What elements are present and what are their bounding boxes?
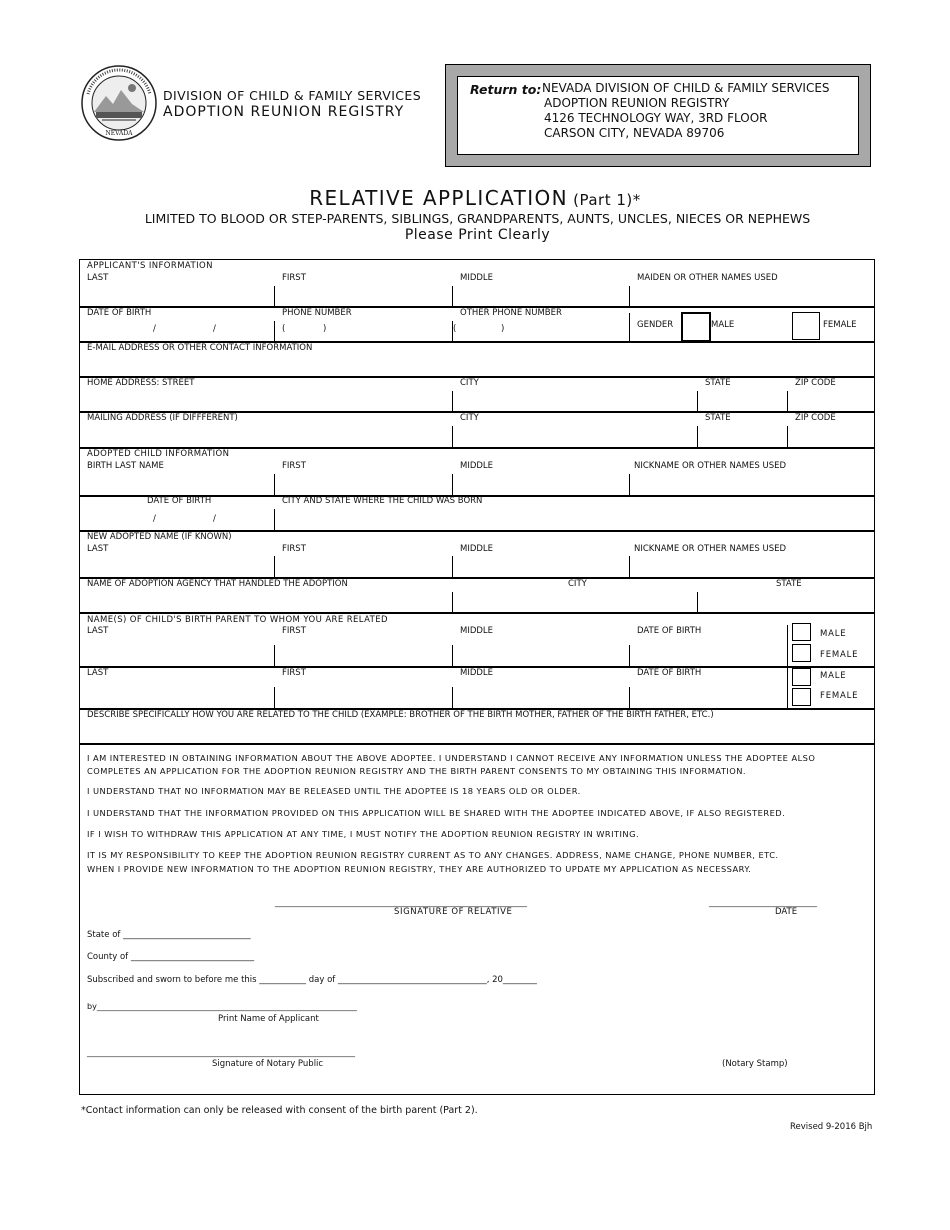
home-address-label: HOME ADDRESS: STREET — [87, 378, 195, 388]
home-state-label: STATE — [705, 378, 731, 388]
relative-signature-line[interactable]: _______________________________________________________________ — [275, 898, 527, 907]
new-nickname-field[interactable] — [631, 556, 872, 576]
return-to-line4: CARSON CITY, NEVADA 89706 — [544, 126, 725, 140]
agency-name-field[interactable] — [80, 591, 451, 611]
bp2-middle-field[interactable] — [454, 687, 628, 707]
home-state-field[interactable] — [699, 390, 786, 410]
notary-signature-label: Signature of Notary Public — [212, 1059, 324, 1069]
svg-text:NEVADA: NEVADA — [105, 130, 133, 137]
col-divider — [452, 426, 453, 447]
agency-state-label: STATE — [776, 579, 802, 589]
statement-1a: I AM INTERESTED IN OBTAINING INFORMATION ABOUT THE ABOVE ADOPTEE. I UNDERSTAND I CANNOT RECEIVE ANY INFORMATION UNLESS THE ADOPTEE ALSO — [87, 753, 816, 763]
return-to-line1: NEVADA DIVISION OF CHILD & FAMILY SERVICES — [542, 81, 830, 95]
return-to-label: Return to: — [470, 82, 542, 97]
home-zip-label: ZIP CODE — [795, 378, 836, 388]
date-label: DATE — [775, 907, 798, 917]
applicant-phone-field[interactable] — [276, 320, 451, 340]
statement-5a: IT IS MY RESPONSIBILITY TO KEEP THE ADOPTION REUNION REGISTRY CURRENT AS TO ANY CHANGES. ADDRESS, NAME CHANGE, PHONE NUMBER, ETC. — [87, 850, 779, 860]
child-nickname-label: NICKNAME OR OTHER NAMES USED — [634, 461, 787, 471]
col-divider — [452, 645, 453, 666]
notary-stamp-label: (Notary Stamp) — [722, 1059, 788, 1069]
bp2-middle-label: MIDDLE — [460, 668, 494, 678]
applicant-maiden-label: MAIDEN OR OTHER NAMES USED — [637, 273, 778, 283]
child-middle-field[interactable] — [454, 474, 628, 494]
new-first-field[interactable] — [276, 556, 451, 576]
col-divider — [629, 687, 630, 708]
return-to-line3: 4126 TECHNOLOGY WAY, 3RD FLOOR — [544, 111, 768, 125]
return-to-line2: ADOPTION REUNION REGISTRY — [544, 96, 730, 110]
applicant-maiden-field[interactable] — [631, 287, 872, 305]
bp2-first-field[interactable] — [276, 687, 451, 707]
gender-female-label: FEMALE — [823, 320, 857, 330]
by-name-field[interactable]: by_________________________________________________________________ — [87, 1002, 357, 1011]
registry-name: ADOPTION REUNION REGISTRY — [163, 104, 405, 120]
page-title — [0, 186, 950, 210]
return-to-box — [445, 64, 871, 167]
statement-1b: COMPLETES AN APPLICATION FOR THE ADOPTION REUNION REGISTRY AND THE BIRTH PARENT CONSENTS TO MY OBTAINING THIS INFORMATION. — [87, 766, 746, 776]
child-dob-label: DATE OF BIRTH — [147, 496, 212, 506]
gender-male-checkbox[interactable] — [681, 312, 711, 342]
applicant-last-field[interactable] — [80, 287, 273, 305]
row-sep — [79, 612, 875, 614]
new-name-heading: NEW ADOPTED NAME (IF KNOWN) — [87, 532, 232, 542]
bp2-last-label: LAST — [87, 668, 109, 678]
email-field[interactable] — [80, 355, 872, 375]
bp1-dob-label: DATE OF BIRTH — [637, 626, 702, 636]
col-divider — [787, 667, 788, 708]
gender-label: GENDER — [637, 320, 674, 330]
statement-2: I UNDERSTAND THAT NO INFORMATION MAY BE RELEASED UNTIL THE ADOPTEE IS 18 YEARS OLD OR OLDER. — [87, 786, 581, 796]
child-dob-slash: / — [153, 514, 156, 524]
col-divider — [629, 286, 630, 306]
col-divider — [274, 321, 275, 341]
statement-3: I UNDERSTAND THAT THE INFORMATION PROVIDED ON THIS APPLICATION WILL BE SHARED WITH THE ADOPTEE INDICATED ABOVE, IF ALSO REGISTERED. — [87, 808, 786, 818]
mailing-zip-label: ZIP CODE — [795, 413, 836, 423]
applicant-middle-label: MIDDLE — [460, 273, 494, 283]
revision-note: Revised 9-2016 Bjh — [790, 1122, 873, 1132]
new-last-field[interactable] — [80, 556, 273, 576]
col-divider — [787, 625, 788, 666]
new-last-label: LAST — [87, 544, 109, 554]
bp2-first-label: FIRST — [282, 668, 306, 678]
title-main: RELATIVE APPLICATION — [309, 186, 569, 210]
mailing-city-label: CITY — [460, 413, 479, 423]
subscribed-sworn-field[interactable]: Subscribed and sworn to before me this ___________ day of ___________________________________, 20________ — [87, 975, 537, 985]
applicant-dob-label: DATE OF BIRTH — [87, 308, 152, 318]
col-divider — [787, 426, 788, 447]
return-to-inner — [457, 76, 859, 155]
mailing-state-label: STATE — [705, 413, 731, 423]
title-print-clearly: Please Print Clearly — [404, 227, 551, 243]
home-street-field[interactable] — [80, 390, 451, 410]
bp2-female-label: FEMALE — [820, 691, 859, 701]
col-divider — [629, 474, 630, 495]
seal-graphic — [80, 64, 158, 142]
agency-city-label: CITY — [568, 579, 587, 589]
col-divider — [629, 556, 630, 577]
child-heading: ADOPTED CHILD INFORMATION — [87, 449, 230, 459]
home-city-field[interactable] — [454, 390, 696, 410]
statement-4: IF I WISH TO WITHDRAW THIS APPLICATION AT ANY TIME, I MUST NOTIFY THE ADOPTION REUNION REGISTRY IN WRITING. — [87, 829, 640, 839]
relation-label: DESCRIBE SPECIFICALLY HOW YOU ARE RELATED TO THE CHILD (EXAMPLE: BROTHER OF THE BIRTH MOTHER, FATHER OF THE BIRTH FATHER, ETC.) — [87, 710, 714, 720]
new-first-label: FIRST — [282, 544, 306, 554]
col-divider — [697, 592, 698, 612]
child-dob-field[interactable] — [80, 509, 273, 529]
home-zip-field[interactable] — [789, 390, 872, 410]
bp1-middle-label: MIDDLE — [460, 626, 494, 636]
bp2-dob-field[interactable] — [631, 687, 786, 707]
child-born-field[interactable] — [276, 509, 872, 529]
col-divider — [274, 509, 275, 530]
bp1-last-label: LAST — [87, 626, 109, 636]
child-born-label: CITY AND STATE WHERE THE CHILD WAS BORN — [282, 496, 483, 506]
col-divider — [274, 286, 275, 306]
col-divider — [629, 313, 630, 341]
bp2-male-checkbox[interactable] — [792, 668, 811, 686]
date-line[interactable]: ___________________________ — [709, 898, 817, 907]
new-nickname-label: NICKNAME OR OTHER NAMES USED — [634, 544, 787, 554]
applicant-other-phone-label: OTHER PHONE NUMBER — [460, 308, 562, 318]
bp1-first-label: FIRST — [282, 626, 306, 636]
footer-note: *Contact information can only be released with consent of the birth parent (Part 2). — [81, 1105, 478, 1116]
bp1-first-field[interactable] — [276, 645, 451, 665]
bp2-female-checkbox[interactable] — [792, 688, 811, 706]
col-divider — [452, 687, 453, 708]
child-nickname-field[interactable] — [631, 474, 872, 494]
child-birth-last-label: BIRTH LAST NAME — [87, 461, 164, 471]
agency-state-field[interactable] — [699, 591, 872, 611]
applicant-middle-field[interactable] — [454, 287, 628, 305]
mailing-street-field[interactable] — [80, 425, 451, 446]
applicant-phone-label: PHONE NUMBER — [282, 308, 352, 318]
email-label: E-MAIL ADDRESS OR OTHER CONTACT INFORMATION — [87, 343, 313, 353]
child-middle-label: MIDDLE — [460, 461, 494, 471]
bp1-last-field[interactable] — [80, 645, 273, 665]
row-sep — [79, 743, 875, 745]
agency-label: NAME OF ADOPTION AGENCY THAT HANDLED THE ADOPTION — [87, 579, 348, 589]
phone-paren-close: ) — [323, 324, 327, 334]
bp1-middle-field[interactable] — [454, 645, 628, 665]
other-phone-paren-open: ( — [453, 324, 457, 334]
print-name-label: Print Name of Applicant — [218, 1014, 319, 1024]
division-name: DIVISION OF CHILD & FAMILY SERVICES — [163, 88, 422, 103]
col-divider — [274, 474, 275, 495]
bp1-female-checkbox[interactable] — [792, 644, 811, 662]
col-divider — [629, 645, 630, 666]
mailing-state-field[interactable] — [699, 425, 786, 446]
mailing-zip-field[interactable] — [789, 425, 872, 446]
col-divider — [274, 645, 275, 666]
child-first-field[interactable] — [276, 474, 451, 494]
col-divider — [452, 474, 453, 495]
mailing-city-field[interactable] — [454, 425, 696, 446]
applicant-other-phone-field[interactable] — [454, 320, 628, 340]
bp2-dob-label: DATE OF BIRTH — [637, 668, 702, 678]
bp1-female-label: FEMALE — [820, 650, 859, 660]
child-dob-slash: / — [213, 514, 216, 524]
col-divider — [697, 426, 698, 447]
applicant-last-label: LAST — [87, 273, 109, 283]
title-limited: LIMITED TO BLOOD OR STEP-PARENTS, SIBLINGS, GRANDPARENTS, AUNTS, UNCLES, NIECES OR NEPHEWS — [144, 211, 811, 226]
dob-slash: / — [213, 324, 216, 334]
col-divider — [452, 391, 453, 411]
child-birth-last-field[interactable] — [80, 474, 273, 494]
child-first-label: FIRST — [282, 461, 306, 471]
statement-5b: WHEN I PROVIDE NEW INFORMATION TO THE ADOPTION REUNION REGISTRY, THEY ARE AUTHORIZED TO UPDATE MY APPLICATION AS NECESSARY. — [87, 864, 752, 874]
applicant-first-label: FIRST — [282, 273, 306, 283]
birth-parent-heading: NAME(S) OF CHILD'S BIRTH PARENT TO WHOM YOU ARE RELATED — [87, 615, 388, 625]
bp1-male-checkbox[interactable] — [792, 623, 811, 641]
phone-paren-open: ( — [282, 324, 286, 334]
bp1-male-label: MALE — [820, 629, 847, 639]
bp2-last-field[interactable] — [80, 687, 273, 707]
applicant-dob-field[interactable] — [80, 320, 273, 340]
new-middle-label: MIDDLE — [460, 544, 494, 554]
agency-city-field[interactable] — [454, 591, 696, 611]
bp2-male-label: MALE — [820, 671, 847, 681]
dob-slash: / — [153, 324, 156, 334]
county-of-field[interactable]: County of _____________________________ — [87, 952, 255, 962]
gender-male-label: MALE — [711, 320, 735, 330]
title-part: (Part 1)* — [573, 191, 641, 209]
state-of-field[interactable]: State of ______________________________ — [87, 930, 251, 940]
col-divider — [697, 391, 698, 411]
col-divider — [274, 687, 275, 708]
state-seal — [80, 64, 158, 142]
col-divider — [452, 556, 453, 577]
col-divider — [452, 286, 453, 306]
col-divider — [452, 592, 453, 612]
col-divider — [274, 556, 275, 577]
new-middle-field[interactable] — [454, 556, 628, 576]
col-divider — [787, 391, 788, 411]
gender-female-checkbox[interactable] — [792, 312, 820, 340]
other-phone-paren-close: ) — [501, 324, 505, 334]
home-city-label: CITY — [460, 378, 479, 388]
mailing-address-label: MAILING ADDRESS (IF DIFFFERENT) — [87, 413, 238, 423]
applicant-first-field[interactable] — [276, 287, 451, 305]
relative-signature-label: SIGNATURE OF RELATIVE — [394, 907, 513, 917]
bp1-dob-field[interactable] — [631, 645, 786, 665]
relation-field[interactable] — [80, 722, 872, 742]
notary-signature-line[interactable]: ___________________________________________________________________ — [87, 1048, 355, 1057]
applicant-heading: APPLICANT'S INFORMATION — [87, 261, 213, 271]
